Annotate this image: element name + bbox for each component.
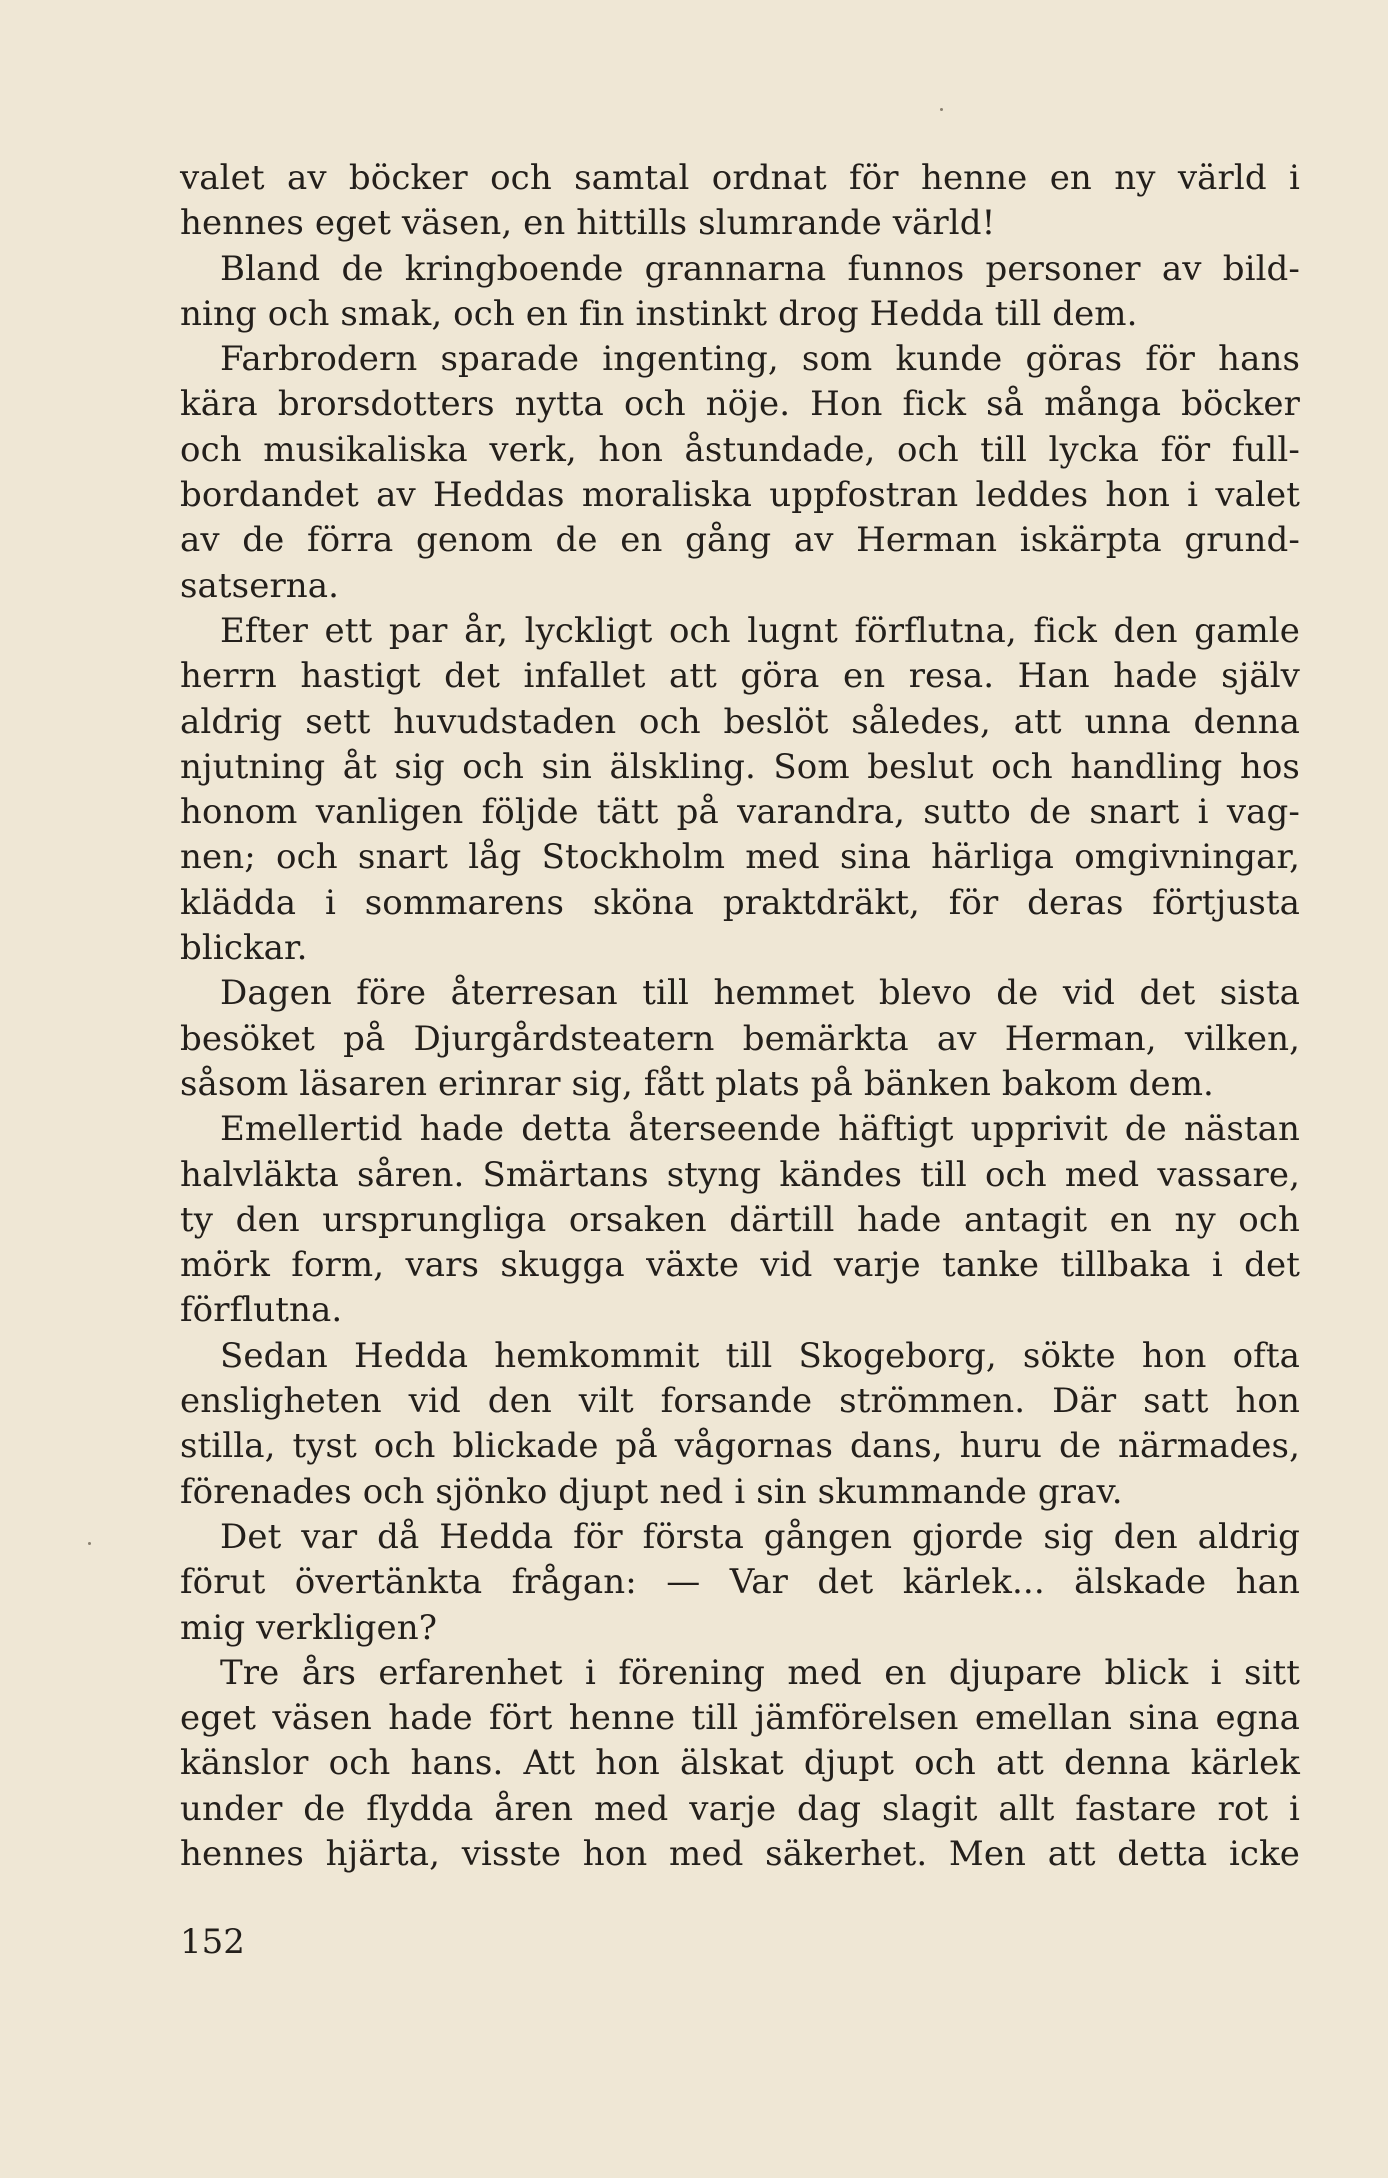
text-line: förflutna.: [180, 1290, 343, 1331]
text-line: Tre års erfarenhet i förening med en djupare blick i sitt: [220, 1652, 1300, 1693]
text-line: Dagen före återresan till hemmet blevo de vid det sista: [220, 973, 1300, 1014]
page-number: 152: [180, 1922, 245, 1962]
text-line: känslor och hans. Att hon älskat djupt och att denna kärlek: [180, 1743, 1300, 1784]
text-line: hennes eget väsen, en hittills slumrande värld!: [180, 203, 996, 244]
text-line: såsom läsaren erinrar sig, fått plats på bänken bakom dem.: [180, 1063, 1214, 1104]
text-line: Farbrodern sparade ingenting, som kunde göras för hans: [220, 339, 1300, 380]
text-line: Bland de kringboende grannarna funnos personer av bild-: [220, 248, 1300, 289]
text-line: mig verkligen?: [180, 1607, 438, 1648]
text-line: njutning åt sig och sin älskling. Som beslut och handling hos: [180, 746, 1300, 787]
text-line: halvläkta såren. Smärtans styng kändes till och med vassare,: [180, 1154, 1300, 1195]
text-line: Sedan Hedda hemkommit till Skogeborg, sökte hon ofta: [220, 1335, 1300, 1376]
text-line: mörk form, vars skugga växte vid varje tanke tillbaka i det: [180, 1245, 1300, 1286]
text-line: hennes hjärta, visste hon med säkerhet. Men att detta icke: [180, 1833, 1300, 1874]
text-line: Emellertid hade detta återseende häftigt upprivit de nästan: [220, 1109, 1300, 1150]
text-line: under de flydda åren med varje dag slagit allt fastare rot i: [180, 1788, 1300, 1829]
text-line: kära brorsdotters nytta och nöje. Hon fick så många böcker: [180, 384, 1300, 425]
text-line: eget väsen hade fört henne till jämförelsen emellan sina egna: [180, 1698, 1300, 1739]
text-line: nen; och snart låg Stockholm med sina härliga omgivningar,: [180, 837, 1300, 878]
text-line: ty den ursprungliga orsaken därtill hade antagit en ny och: [180, 1199, 1300, 1240]
text-line: av de förra genom de en gång av Herman iskärpta grund-: [180, 520, 1300, 561]
text-line: klädda i sommarens sköna praktdräkt, för deras förtjusta: [180, 882, 1300, 923]
body-text: [180, 156, 1300, 1877]
text-line: honom vanligen följde tätt på varandra, sutto de snart i vag-: [180, 792, 1300, 833]
text-line: Det var då Hedda för första gången gjorde sig den aldrig: [220, 1516, 1300, 1557]
text-line: herrn hastigt det infallet att göra en resa. Han hade själv: [180, 656, 1300, 697]
text-line: blickar.: [180, 928, 308, 969]
paper-speck: [88, 1542, 91, 1545]
text-line: valet av böcker och samtal ordnat för henne en ny värld i: [180, 158, 1300, 198]
text-line: och musikaliska verk, hon åstundade, och till lycka för full-: [180, 429, 1300, 470]
text-line: Efter ett par år, lyckligt och lugnt förflutna, fick den gamle: [220, 610, 1300, 651]
paper-speck: [940, 108, 943, 111]
text-line: aldrig sett huvudstaden och beslöt således, att unna denna: [180, 701, 1300, 742]
text-line: bordandet av Heddas moraliska uppfostran leddes hon i valet: [180, 475, 1300, 516]
text-line: satserna.: [180, 565, 340, 606]
text-line: besöket på Djurgårdsteatern bemärkta av Herman, vilken,: [180, 1018, 1300, 1059]
text-line: förut övertänkta frågan: — Var det kärlek... älskade han: [180, 1562, 1300, 1603]
text-line: förenades och sjönko djupt ned i sin skummande grav.: [180, 1471, 1123, 1512]
text-line: stilla, tyst och blickade på vågornas dans, huru de närmades,: [180, 1426, 1300, 1467]
text-line: ning och smak, och en fin instinkt drog Hedda till dem.: [180, 293, 1138, 334]
text-line: ensligheten vid den vilt forsande strömmen. Där satt hon: [180, 1381, 1300, 1422]
